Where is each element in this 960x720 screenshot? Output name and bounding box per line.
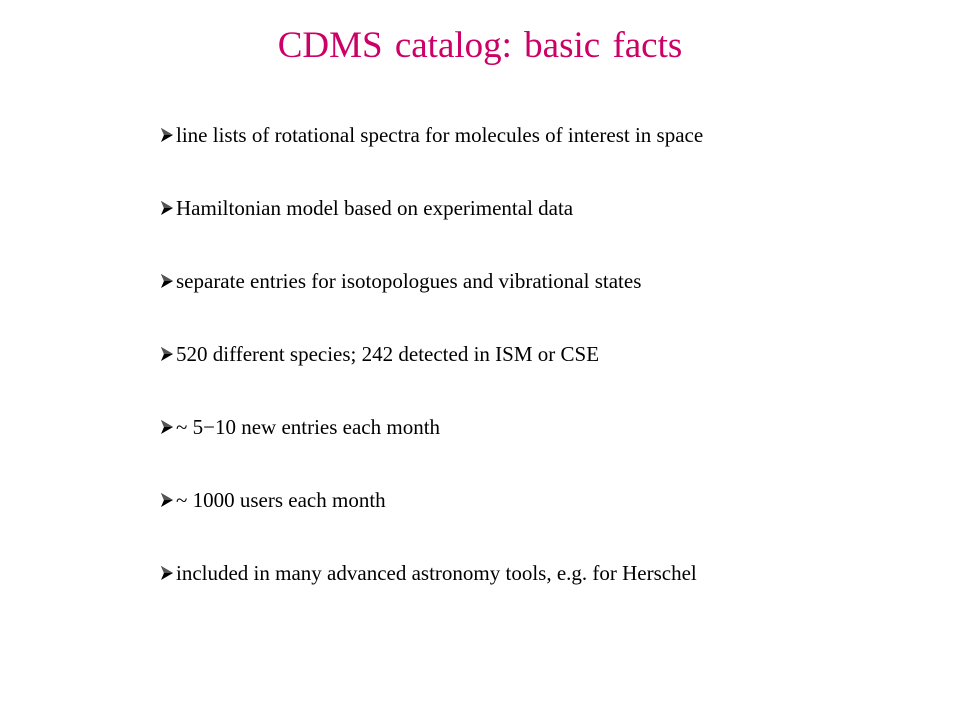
bullet-item	[160, 339, 703, 412]
bullet-text: separate entries for isotopologues and vibrational states	[176, 269, 642, 293]
arrowhead-bullet-icon	[160, 120, 176, 150]
slide-title: CDMS catalog: basic facts	[277, 25, 683, 66]
bullet-text: 520 different species; 242 detected in ISM or CSE	[176, 342, 600, 366]
bullet-item	[160, 412, 703, 485]
bullet-item	[160, 485, 703, 558]
arrowhead-bullet-icon	[160, 266, 176, 296]
bullet-list	[160, 120, 703, 631]
bullet-text: included in many advanced astronomy tools, e.g. for Herschel	[176, 561, 697, 585]
bullet-item	[160, 558, 703, 631]
bullet-text: Hamiltonian model based on experimental data	[176, 196, 574, 220]
bullet-item	[160, 120, 703, 193]
arrowhead-bullet-icon	[160, 412, 176, 442]
bullet-text: ~ 1000 users each month	[176, 488, 386, 512]
arrowhead-bullet-icon	[160, 485, 176, 515]
bullet-item	[160, 266, 703, 339]
arrowhead-bullet-icon	[160, 558, 176, 588]
bullet-text: ~ 5−10 new entries each month	[176, 415, 441, 439]
arrowhead-bullet-icon	[160, 193, 176, 223]
bullet-item	[160, 193, 703, 266]
bullet-text: line lists of rotational spectra for molecules of interest in space	[176, 123, 704, 147]
arrowhead-bullet-icon	[160, 339, 176, 369]
